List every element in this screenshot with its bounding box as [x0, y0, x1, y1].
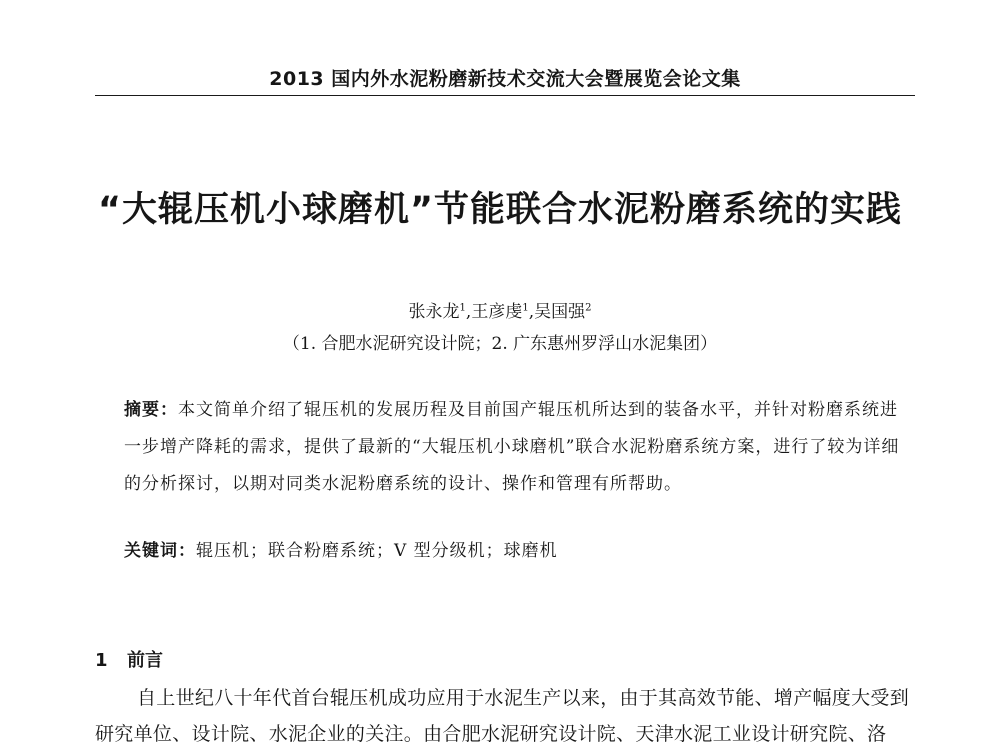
section-heading: [95, 646, 163, 672]
body-paragraph: 自上世纪八十年代首台辊压机成功应用于水泥生产以来，由于其高效节能、增产幅度大受到研究单位、设计院、水泥企业的关注。由合肥水泥研究设计院、天津水泥工业设计研究院、洛: [95, 687, 910, 745]
running-header: 2013 国内外水泥粉磨新技术交流大会暨展览会论文集: [269, 68, 741, 90]
author-separator: ,: [465, 302, 472, 322]
abstract-label: 摘要：: [124, 400, 178, 420]
author-affiliation-mark: 1: [522, 302, 529, 314]
author-name: 张永龙: [408, 302, 460, 322]
abstract: [124, 392, 914, 503]
author-affiliation-mark: 2: [585, 302, 592, 314]
keywords-text: 辊压机；联合粉磨系统；V 型分级机；球磨机: [196, 541, 558, 561]
author-name: 王彦虔: [471, 302, 523, 322]
header-rule: [95, 95, 915, 96]
paper-title: “大辊压机小球磨机”节能联合水泥粉磨系统的实践: [97, 190, 902, 230]
abstract-text: 本文简单介绍了辊压机的发展历程及目前国产辊压机所达到的装备水平，并针对粉磨系统进一步增产降耗的需求，提供了最新的“大辊压机小球磨机”联合水泥粉磨系统方案，进行了较为详细的分析探讨，以期对同类水泥粉磨系统的设计、操作和管理有所帮助。: [124, 400, 900, 494]
author-name: 吴国强: [534, 302, 586, 322]
author-affiliation-mark: 1: [459, 302, 466, 314]
keywords-label: 关键词：: [124, 541, 196, 561]
section-title: 前言: [127, 650, 163, 671]
affiliations: （1. 合肥水泥研究设计院；2. 广东惠州罗浮山水泥集团）: [282, 334, 718, 354]
keywords: [124, 536, 914, 561]
author-line: [240, 297, 760, 322]
author-separator: ,: [528, 302, 535, 322]
section-number: 1: [95, 650, 108, 671]
